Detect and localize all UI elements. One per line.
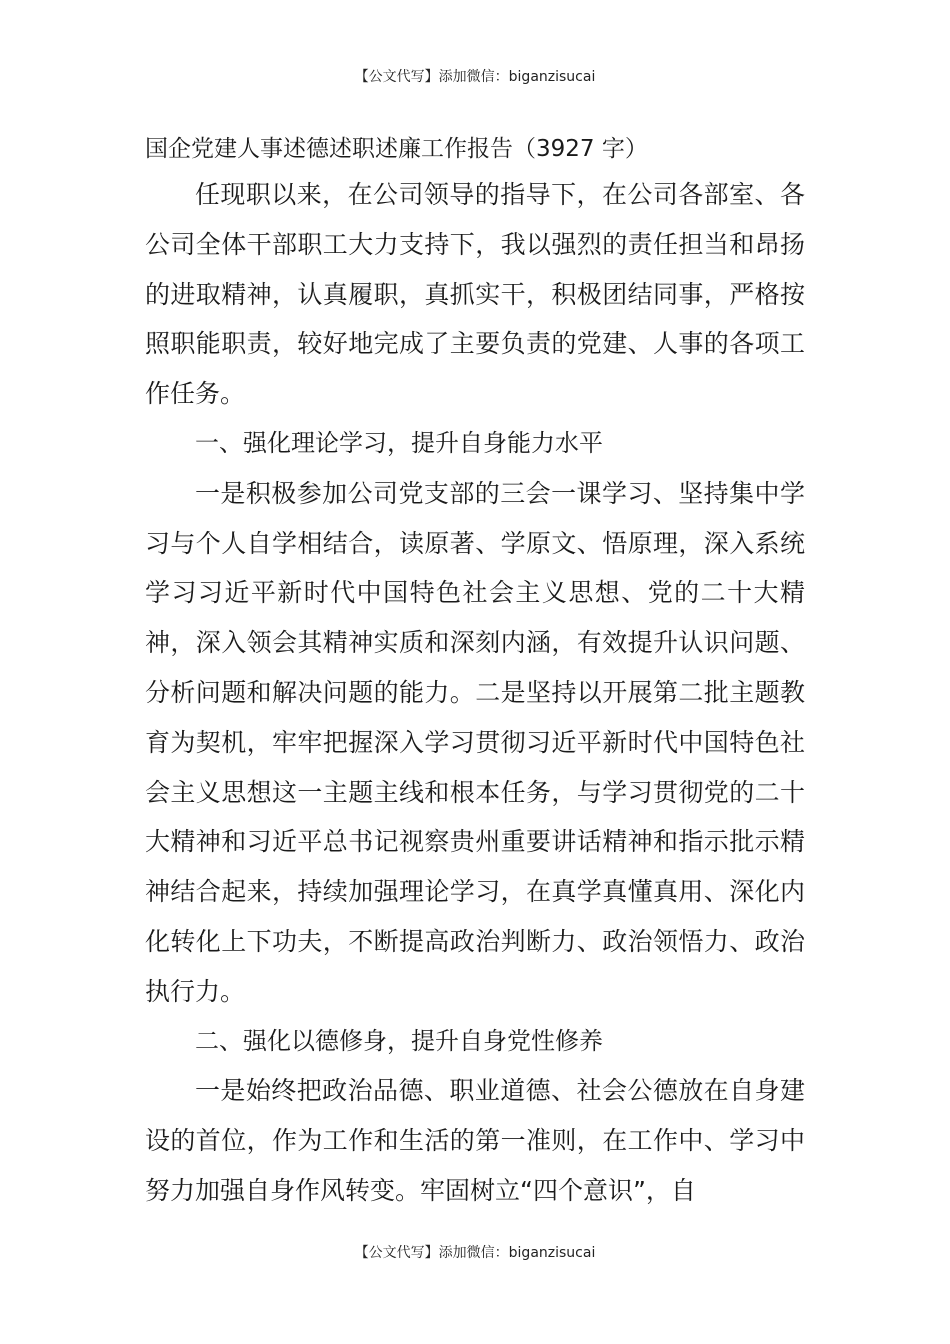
page-footer: 【公文代写】添加微信：biganzisucai <box>354 1245 596 1261</box>
document-body <box>145 128 805 1216</box>
section-heading-2: 二、强化以德修身，提升自身党性修养 <box>195 1026 603 1055</box>
page-header: 【公文代写】添加微信：biganzisucai <box>354 69 596 85</box>
section-heading-1: 一、强化理论学习，提升自身能力水平 <box>195 428 603 457</box>
document-title: 国企党建人事述德述职述廉工作报告（3927 字） <box>145 136 648 162</box>
section-body-2: 一是始终把政治品德、职业道德、社会公德放在自身建设的首位，作为工作和生活的第一准则，在工作中、学习中努力加强自身作风转变。牢固树立“四个意识”，自 <box>145 1076 805 1205</box>
section-body-1: 一是积极参加公司党支部的三会一课学习、坚持集中学习与个人自学相结合，读原著、学原文、悟原理，深入系统学习习近平新时代中国特色社会主义思想、党的二十大精神，深入领会其精神实质和深刻内涵，有效提升认识问题、分析问题和解决问题的能力。二是坚持以开展第二批主题教育为契机，牢牢把握深入学习贯彻习近平新时代中国特色社会主义思想这一主题主线和根本任务，与学习贯彻党的二十大精神和习近平总书记视察贵州重要讲话精神和指示批示精神结合起来，持续加强理论学习，在真学真懂真用、深化内化转化上下功夫，不断提高政治判断力、政治领悟力、政治执行力。 <box>145 478 805 1006</box>
intro-paragraph: 任现职以来，在公司领导的指导下，在公司各部室、各公司全体干部职工大力支持下，我以强烈的责任担当和昂扬的进取精神，认真履职，真抓实干，积极团结同事，严格按照职能职责，较好地完成了主要负责的党建、人事的各项工作任务。 <box>145 180 805 409</box>
